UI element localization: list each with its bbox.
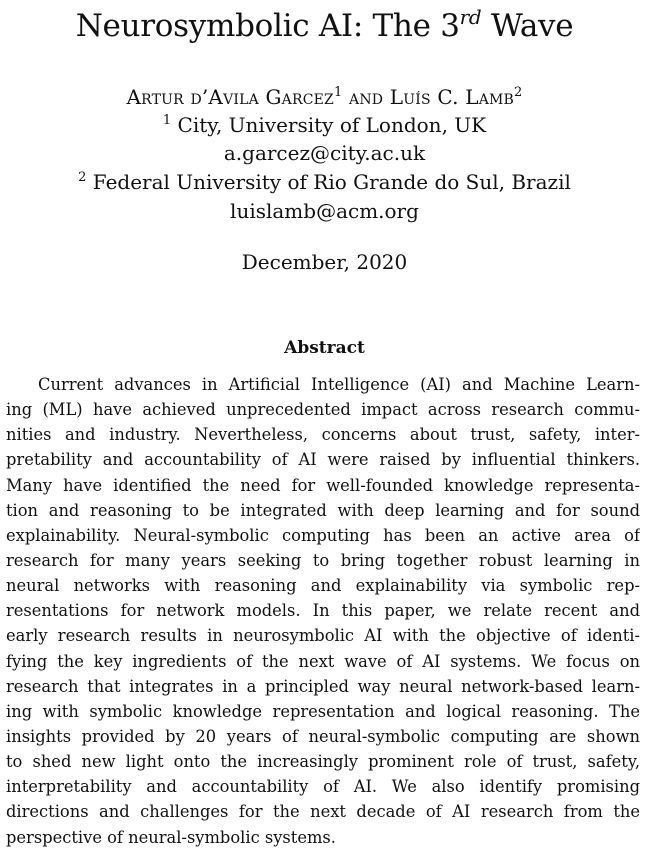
abstract-line: resentations for network models. In this paper, we relate recent and [6, 601, 640, 621]
abstract-line: research for many years seeking to bring together robust learning in [6, 550, 640, 570]
author-1-affil-marker: 1 [333, 85, 343, 100]
abstract-line: perspective of neural-symbolic systems. [6, 827, 336, 847]
paper-date: December, 2020 [241, 250, 408, 274]
abstract-body [6, 372, 640, 850]
abstract-line: neural networks with reasoning and explainability via symbolic rep- [6, 576, 640, 596]
affiliation-1-text: City, University of London, UK [171, 113, 487, 137]
author-1: Artur d’Avila Garcez [126, 85, 334, 109]
title-superscript: rd [459, 5, 482, 29]
affiliation-2 [0, 168, 649, 196]
abstract-line: Current advances in Artificial Intelligence (AI) and Machine Learn- [38, 375, 640, 394]
affiliation-1 [0, 111, 649, 139]
paper-title [0, 6, 649, 46]
abstract-line: pretability and accountability of AI were raised by influential thinkers. [6, 450, 640, 470]
author-line [0, 83, 649, 111]
affiliation-2-marker: 2 [78, 170, 87, 185]
abstract-line: ing (ML) have achieved unprecedented impact across research commu- [6, 400, 640, 420]
abstract-line: to shed new light onto the increasingly prominent role of trust, safety, [6, 752, 640, 772]
abstract-line: interpretability and accountability of AI. We also identify promising [6, 777, 640, 797]
affiliation-2-text: Federal University of Rio Grande do Sul, Brazil [86, 170, 571, 194]
abstract-line: early research results in neurosymbolic AI with the objective of identi- [6, 626, 640, 646]
email-1: a.garcez@city.ac.uk [223, 141, 426, 165]
author-connector: and [342, 85, 390, 109]
affiliation-1-marker: 1 [162, 113, 172, 128]
author-2: Luís C. Lamb [389, 85, 515, 109]
email-2: luislamb@acm.org [230, 199, 419, 223]
abstract-line: directions and challenges for the next decade of AI research from the [6, 802, 640, 822]
abstract-line: Many have identified the need for well-founded knowledge representa- [6, 475, 640, 495]
abstract-heading: Abstract [284, 338, 365, 358]
abstract-line: explainability. Neural-symbolic computing has been an active area of [6, 525, 640, 545]
abstract-line: tion and reasoning to be integrated with deep learning and for sound [6, 500, 640, 520]
author-2-affil-marker: 2 [514, 85, 523, 100]
abstract-line: nities and industry. Nevertheless, concerns about trust, safety, inter- [6, 425, 640, 445]
title-end: Wave [481, 8, 574, 44]
abstract-line: fying the key ingredients of the next wave of AI systems. We focus on [6, 651, 640, 671]
abstract-line: research that integrates in a principled way neural network-based learn- [6, 676, 640, 696]
abstract-line: ing with symbolic knowledge representation and logical reasoning. The [6, 701, 640, 721]
abstract-line: insights provided by 20 years of neural-symbolic computing are shown [6, 726, 640, 746]
title-main: Neurosymbolic AI: The 3 [75, 8, 460, 44]
